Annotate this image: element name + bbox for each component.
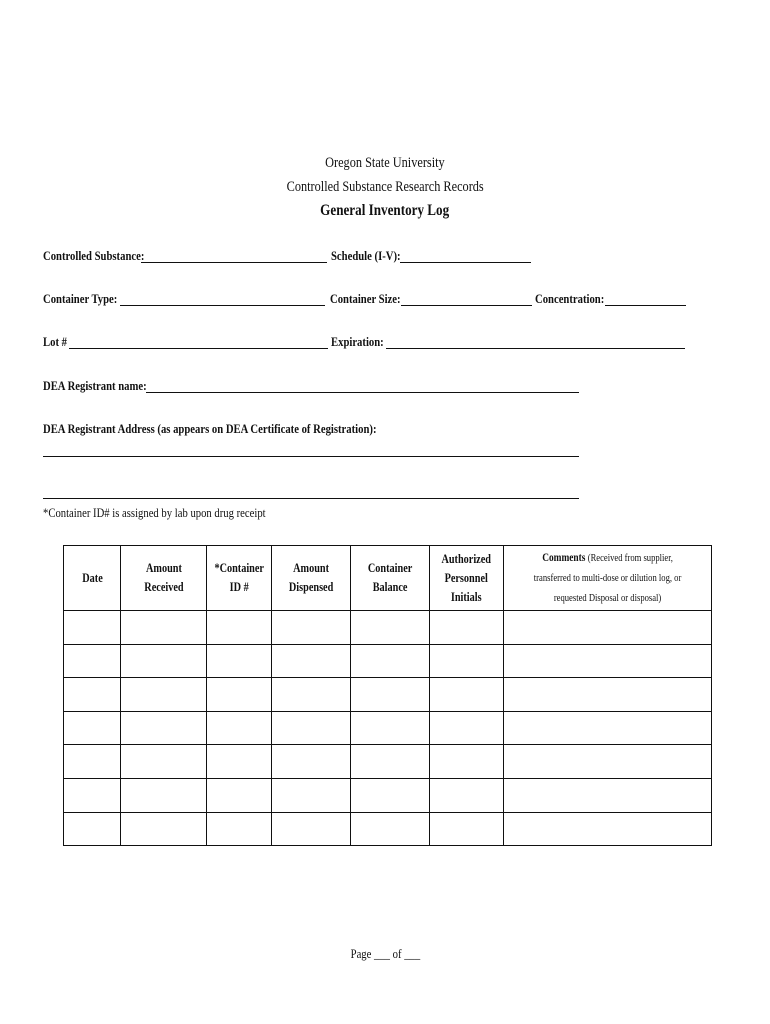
cell-date[interactable] — [64, 678, 121, 712]
expiration-field[interactable] — [386, 348, 685, 349]
lot-label: Lot # — [43, 334, 67, 349]
cell-amount-dispensed[interactable] — [272, 778, 351, 812]
cell-initials[interactable] — [430, 778, 504, 812]
cell-amount-dispensed[interactable] — [272, 611, 351, 645]
cell-container-id[interactable] — [207, 644, 272, 678]
cell-date[interactable] — [64, 812, 121, 846]
col-header-container-balance: Container Balance — [351, 546, 430, 611]
cell-amount-dispensed[interactable] — [272, 812, 351, 846]
controlled-substance-field[interactable] — [141, 262, 327, 263]
dea-address-line-2[interactable] — [43, 498, 579, 499]
university-name: Oregon State University — [325, 155, 445, 171]
concentration-field[interactable] — [605, 305, 686, 306]
cell-amount-dispensed[interactable] — [272, 711, 351, 745]
cell-amount-received[interactable] — [121, 644, 207, 678]
cell-container-balance[interactable] — [351, 812, 430, 846]
concentration-label: Concentration: — [535, 291, 605, 306]
cell-container-balance[interactable] — [351, 778, 430, 812]
col-header-container-id: *Container ID # — [207, 546, 272, 611]
cell-amount-received[interactable] — [121, 711, 207, 745]
cell-date[interactable] — [64, 644, 121, 678]
cell-container-id[interactable] — [207, 745, 272, 779]
container-id-note: *Container ID# is assigned by lab upon drug receipt — [43, 505, 266, 520]
cell-amount-received[interactable] — [121, 611, 207, 645]
cell-comments[interactable] — [504, 711, 712, 745]
cell-comments[interactable] — [504, 745, 712, 779]
cell-date[interactable] — [64, 745, 121, 779]
col-header-authorized-initials: Authorized Personnel Initials — [430, 546, 504, 611]
container-type-label: Container Type: — [43, 291, 118, 306]
container-size-field[interactable] — [401, 305, 532, 306]
cell-initials[interactable] — [430, 711, 504, 745]
container-size-label: Container Size: — [330, 291, 401, 306]
cell-container-id[interactable] — [207, 778, 272, 812]
cell-amount-dispensed[interactable] — [272, 745, 351, 779]
cell-container-balance[interactable] — [351, 644, 430, 678]
cell-container-balance[interactable] — [351, 711, 430, 745]
page-title: General Inventory Log — [320, 202, 450, 219]
cell-amount-received[interactable] — [121, 778, 207, 812]
col-header-date: Date — [64, 546, 121, 611]
dea-name-label: DEA Registrant name: — [43, 378, 147, 393]
cell-amount-received[interactable] — [121, 812, 207, 846]
cell-initials[interactable] — [430, 611, 504, 645]
schedule-label: Schedule (I-V): — [331, 248, 401, 263]
cell-date[interactable] — [64, 778, 121, 812]
table-row — [64, 711, 712, 745]
cell-container-balance[interactable] — [351, 678, 430, 712]
cell-comments[interactable] — [504, 778, 712, 812]
dea-address-line-1[interactable] — [43, 456, 579, 457]
cell-initials[interactable] — [430, 812, 504, 846]
controlled-substance-label: Controlled Substance: — [43, 248, 145, 263]
table-row — [64, 778, 712, 812]
records-title: Controlled Substance Research Records — [286, 179, 484, 195]
page-number: Page ___ of ___ — [350, 946, 420, 961]
expiration-label: Expiration: — [331, 334, 384, 349]
cell-amount-received[interactable] — [121, 678, 207, 712]
col-header-amount-received: Amount Received — [121, 546, 207, 611]
cell-comments[interactable] — [504, 812, 712, 846]
cell-initials[interactable] — [430, 678, 504, 712]
cell-comments[interactable] — [504, 611, 712, 645]
table-header-row — [64, 546, 712, 611]
dea-name-field[interactable] — [146, 392, 579, 393]
table-row — [64, 611, 712, 645]
dea-address-label: DEA Registrant Address (as appears on DEA Certificate of Registration): — [43, 421, 377, 436]
table-row — [64, 678, 712, 712]
schedule-field[interactable] — [400, 262, 531, 263]
col-header-comments: Comments (Received from supplier, transferred to multi-dose or dilution log, or requested Disposal or disposal) — [504, 546, 712, 611]
cell-amount-dispensed[interactable] — [272, 644, 351, 678]
table-row — [64, 745, 712, 779]
cell-initials[interactable] — [430, 745, 504, 779]
cell-date[interactable] — [64, 611, 121, 645]
cell-amount-received[interactable] — [121, 745, 207, 779]
cell-container-id[interactable] — [207, 678, 272, 712]
cell-date[interactable] — [64, 711, 121, 745]
inventory-log-table — [63, 545, 712, 846]
col-header-amount-dispensed: Amount Dispensed — [272, 546, 351, 611]
lot-field[interactable] — [69, 348, 328, 349]
cell-container-balance[interactable] — [351, 745, 430, 779]
cell-container-id[interactable] — [207, 711, 272, 745]
cell-comments[interactable] — [504, 678, 712, 712]
cell-initials[interactable] — [430, 644, 504, 678]
container-type-field[interactable] — [120, 305, 325, 306]
table-row — [64, 644, 712, 678]
table-row — [64, 812, 712, 846]
cell-amount-dispensed[interactable] — [272, 678, 351, 712]
cell-container-balance[interactable] — [351, 611, 430, 645]
cell-container-id[interactable] — [207, 611, 272, 645]
cell-container-id[interactable] — [207, 812, 272, 846]
cell-comments[interactable] — [504, 644, 712, 678]
